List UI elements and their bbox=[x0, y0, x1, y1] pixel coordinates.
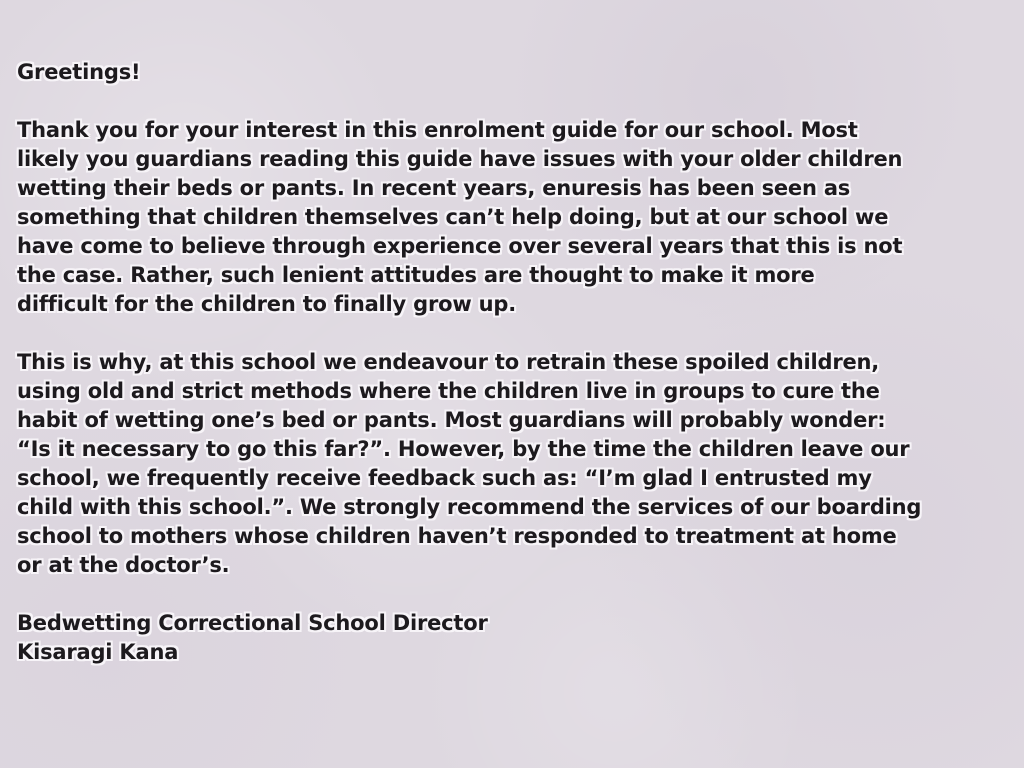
letter-paragraph-1 bbox=[17, 116, 1014, 319]
letter-line: difficult for the children to finally grow up. bbox=[17, 292, 517, 316]
letter-line: or at the doctor’s. bbox=[17, 553, 230, 577]
letter-line: This is why, at this school we endeavour to retrain these spoiled children, bbox=[17, 350, 880, 374]
letter-line: have come to believe through experience over several years that this is not bbox=[17, 234, 903, 258]
letter-line: using old and strict methods where the children live in groups to cure the bbox=[17, 379, 880, 403]
letter-line: school, we frequently receive feedback such as: “I’m glad I entrusted my bbox=[17, 466, 872, 490]
letter-line: “Is it necessary to go this far?”. However, by the time the children leave our bbox=[17, 437, 910, 461]
signature-title: Bedwetting Correctional School Director bbox=[17, 611, 488, 635]
letter-line: likely you guardians reading this guide have issues with your older children bbox=[17, 147, 903, 171]
letter-line: Thank you for your interest in this enrolment guide for our school. Most bbox=[17, 118, 858, 142]
letter-line: something that children themselves can’t help doing, but at our school we bbox=[17, 205, 889, 229]
letter-paragraph-2 bbox=[17, 348, 1014, 580]
letter-line: school to mothers whose children haven’t responded to treatment at home bbox=[17, 524, 897, 548]
letter-greeting-block bbox=[17, 58, 1014, 87]
letter-line: habit of wetting one’s bed or pants. Most guardians will probably wonder: bbox=[17, 408, 886, 432]
letter-greeting: Greetings! bbox=[17, 60, 141, 84]
signature-name: Kisaragi Kana bbox=[17, 640, 179, 664]
letter-line: child with this school.”. We strongly recommend the services of our boarding bbox=[17, 495, 922, 519]
letter-line: the case. Rather, such lenient attitudes are thought to make it more bbox=[17, 263, 815, 287]
letter-signature-block bbox=[17, 609, 1014, 667]
letter-line: wetting their beds or pants. In recent years, enuresis has been seen as bbox=[17, 176, 851, 200]
